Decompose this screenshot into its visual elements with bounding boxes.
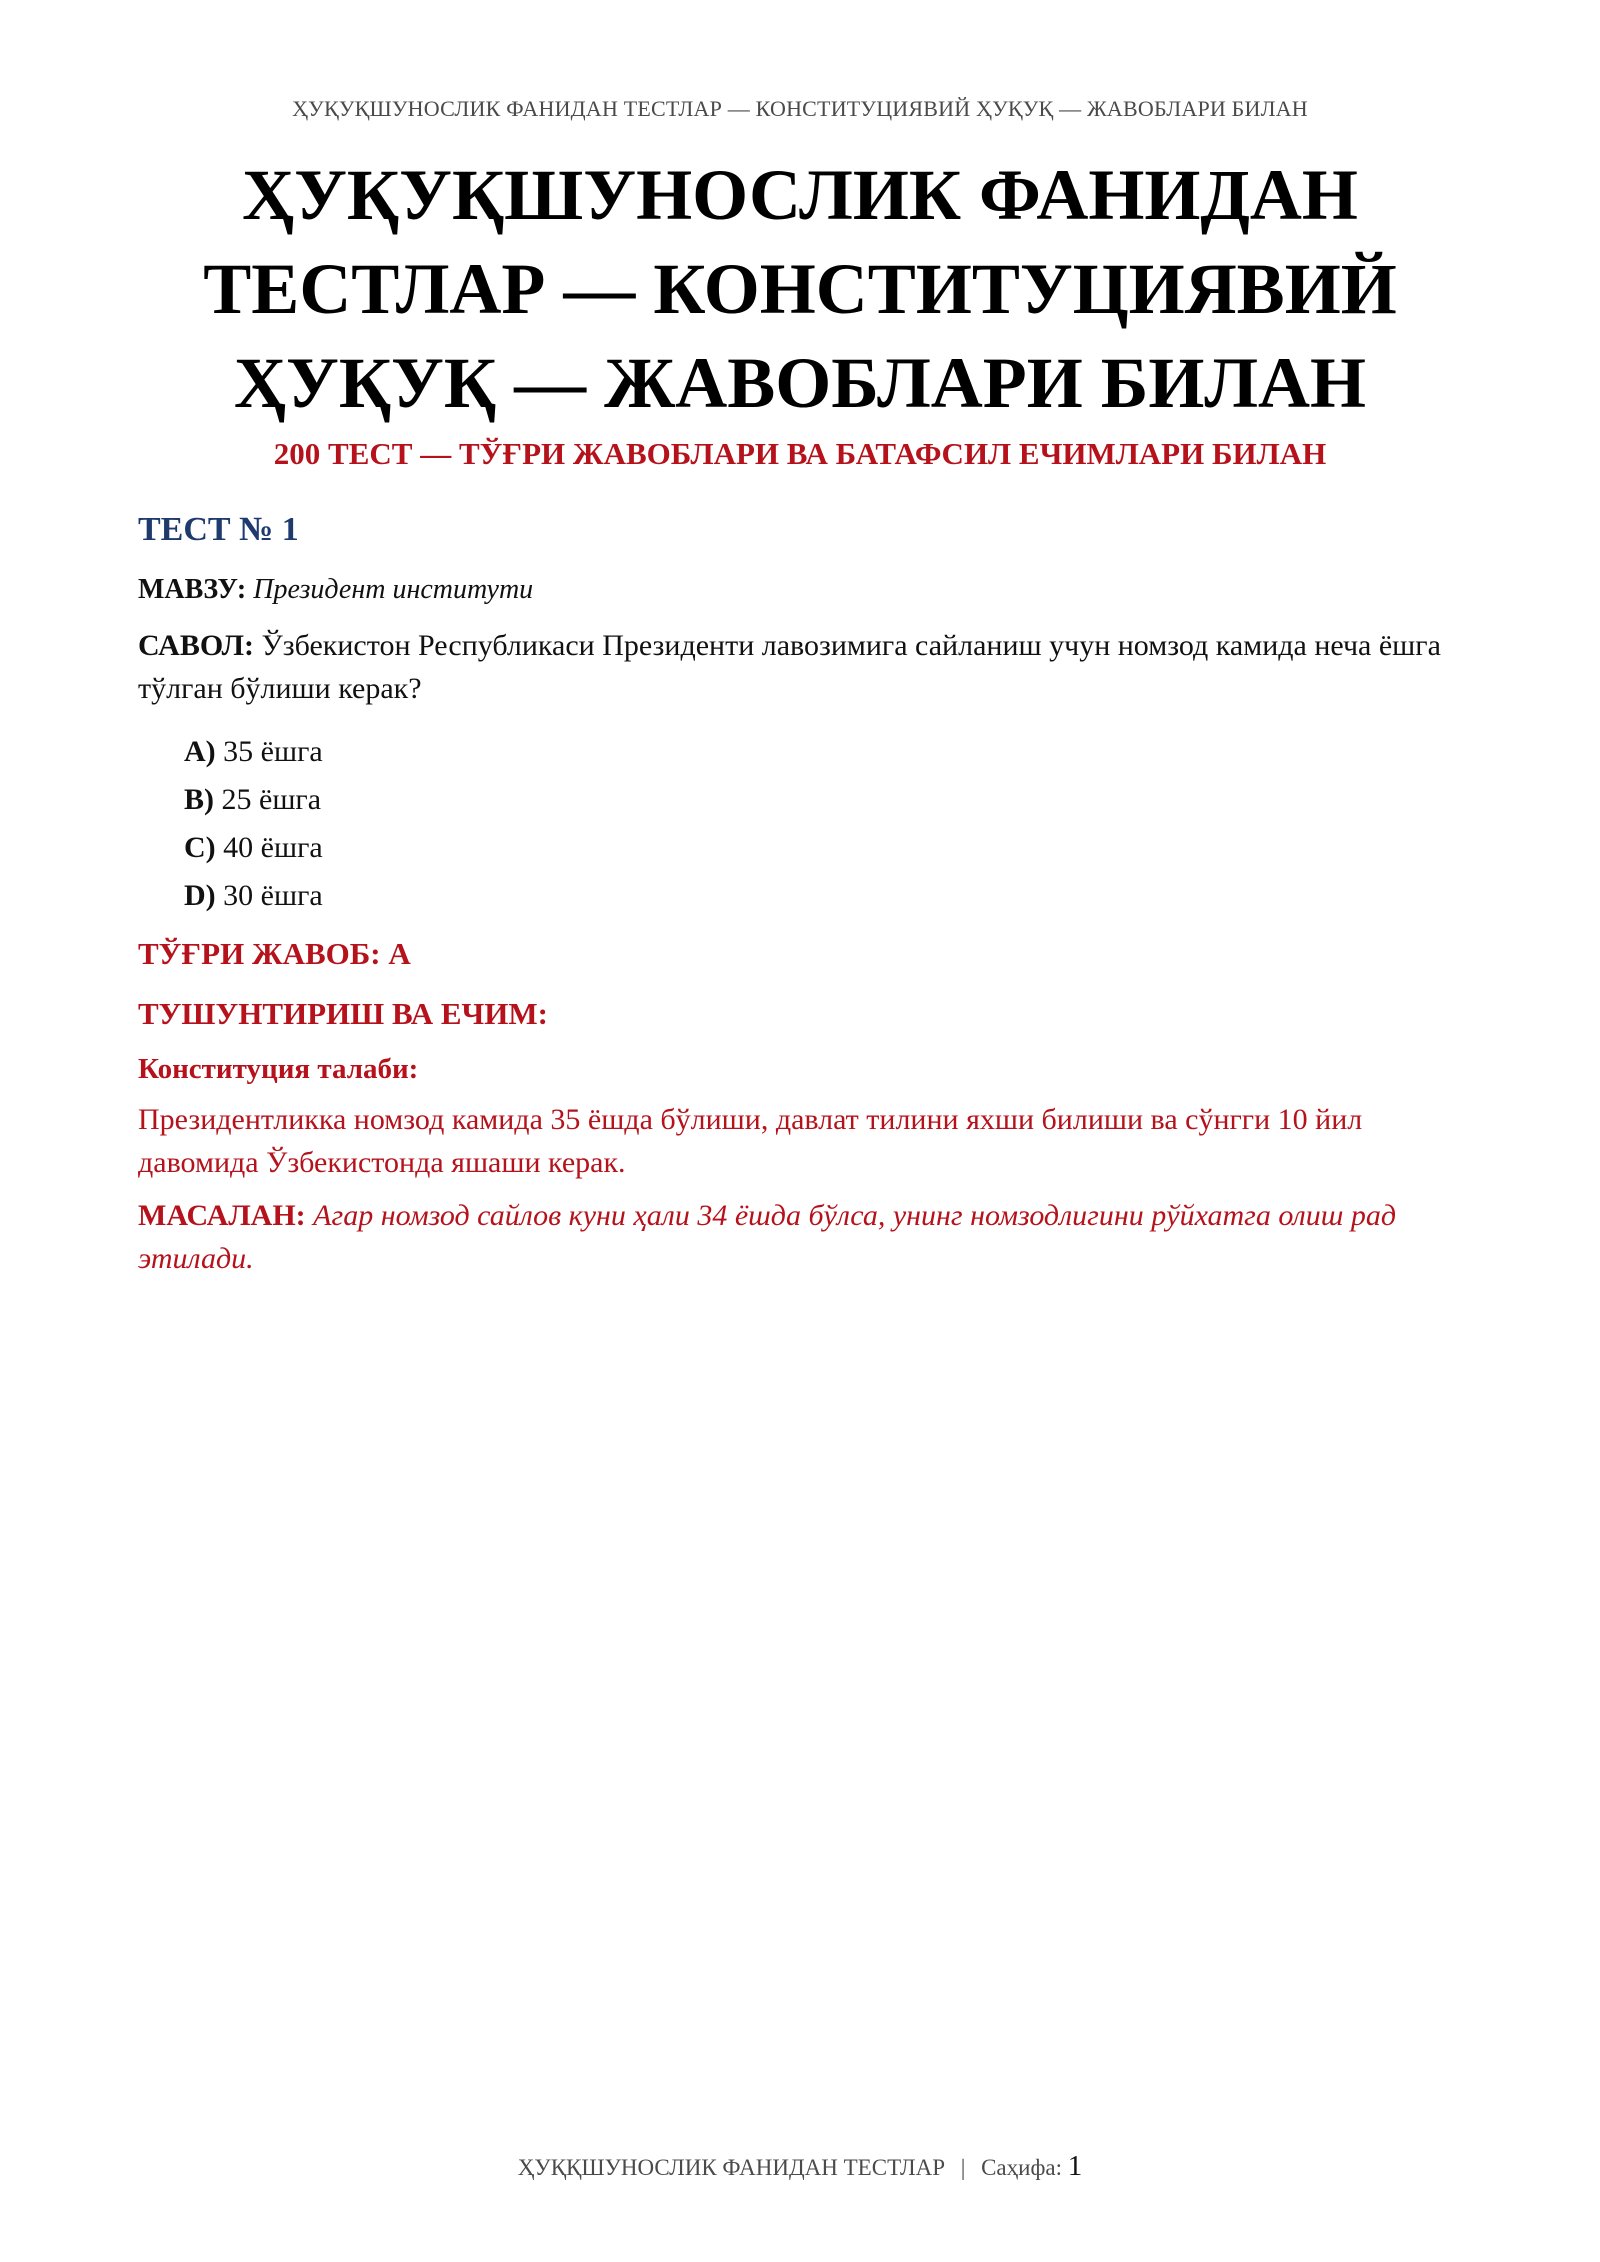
example-label: МАСАЛАН:: [138, 1199, 306, 1232]
test-block: [138, 506, 1480, 1280]
footer-page-label: Саҳифа:: [981, 2155, 1062, 2180]
title-line-1: ҲУҚУҚШУНОСЛИК ФАНИДАН: [242, 155, 1358, 235]
option-letter: B): [184, 783, 214, 816]
topic-line: [138, 570, 1480, 610]
option-letter: D): [184, 879, 216, 912]
page-footer: [0, 2150, 1600, 2183]
test-number: ТЕСТ № 1: [138, 511, 299, 548]
footer-title: ҲУҚҚШУНОСЛИК ФАНИДАН ТЕСТЛАР: [517, 2155, 945, 2180]
running-header: ҲУҚУҚШУНОСЛИК ФАНИДАН ТЕСТЛАР — КОНСТИТУЦИЯВИЙ ҲУҚУҚ — ЖАВОБЛАРИ БИЛАН: [292, 96, 1308, 121]
option-b: [184, 776, 1480, 824]
example-text: Агар номзод сайлов куни ҳали 34 ёшда бўлса, унинг номзодлигини рўйхатга олиш рад этилади.: [138, 1199, 1397, 1275]
answer-options: [138, 728, 1480, 920]
explanation-heading: ТУШУНТИРИШ ВА ЕЧИМ:: [138, 996, 548, 1031]
document-title: [120, 148, 1480, 430]
title-line-2: ТЕСТЛАР — КОНСТИТУЦИЯВИЙ: [203, 249, 1397, 329]
document-subtitle: 200 ТЕСТ — ТЎҒРИ ЖАВОБЛАРИ ВА БАТАФСИЛ ЕЧИМЛАРИ БИЛАН: [273, 436, 1327, 471]
option-d: [184, 872, 1480, 920]
option-text: 30 ёшга: [223, 879, 323, 912]
requirement-text: Президентликка номзод камида 35 ёшда бўлиши, давлат тилини яхши билиши ва сўнгги 10 йил давомида Ўзбекистонда яшаши керак.: [138, 1103, 1363, 1179]
option-a: [184, 728, 1480, 776]
topic-label: МАВЗУ:: [138, 574, 247, 605]
requirement-heading: Конституция талаби:: [138, 1053, 419, 1085]
footer-separator: |: [960, 2155, 966, 2180]
topic-value: Президент институти: [253, 574, 534, 605]
option-letter: A): [184, 735, 216, 768]
title-line-3: ҲУҚУҚ — ЖАВОБЛАРИ БИЛАН: [234, 343, 1366, 423]
option-text: 40 ёшга: [223, 831, 323, 864]
correct-answer: ТЎҒРИ ЖАВОБ: A: [138, 936, 411, 971]
question: [138, 624, 1480, 710]
question-label: САВОЛ:: [138, 629, 255, 662]
option-text: 35 ёшга: [223, 735, 323, 768]
option-text: 25 ёшга: [221, 783, 322, 816]
question-text: Ўзбекистон Республикаси Президенти лавозимига сайланиш учун номзод камида неча ёшга тўлган бўлиши керак?: [138, 629, 1441, 705]
option-c: [184, 824, 1480, 872]
example: [138, 1194, 1480, 1280]
option-letter: C): [184, 831, 216, 864]
page-number: 1: [1067, 2150, 1083, 2182]
